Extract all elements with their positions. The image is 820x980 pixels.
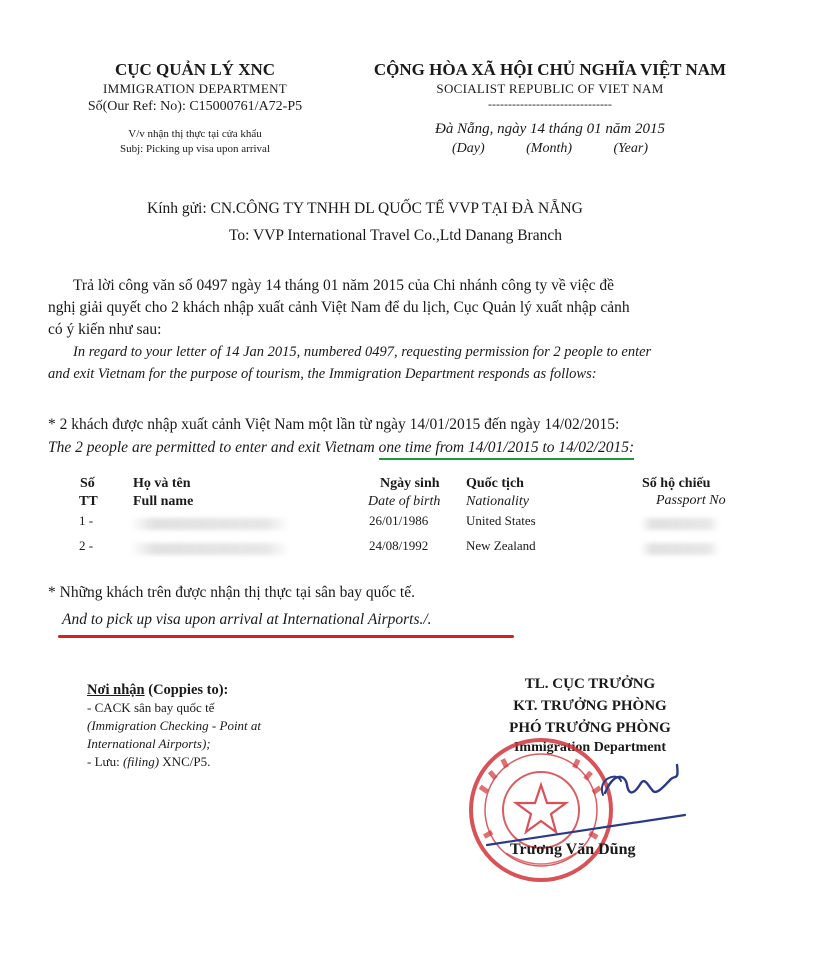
copies-title-en: (Coppies to): xyxy=(144,682,229,698)
red-underline xyxy=(58,635,514,638)
signature-title-3: PHÓ TRƯỞNG PHÒNG xyxy=(509,720,671,736)
col-no-vn: Số xyxy=(80,476,95,491)
date-day-label: (Day) xyxy=(451,141,485,156)
copies-line-4-suffix: XNC/P5. xyxy=(159,754,211,769)
copies-line-4-italic: (filing) xyxy=(122,754,160,769)
signer-name: Trương Văn Dũng xyxy=(510,841,636,858)
date-legend xyxy=(340,140,760,158)
row-1-no: 1 - xyxy=(79,513,94,528)
copies-line-3: International Airports); xyxy=(87,736,211,751)
signature-title-4: Immigration Department xyxy=(513,740,667,755)
col-passport-en: Passport No xyxy=(656,493,726,508)
row-1-name-redacted xyxy=(130,517,290,535)
row-1-nationality: United States xyxy=(466,513,536,528)
row-2-nationality: New Zealand xyxy=(466,538,536,553)
date-month-label: (Month) xyxy=(526,141,573,156)
row-1-passport-redacted xyxy=(640,517,720,535)
date-year-label: (Year) xyxy=(613,141,649,156)
copies-line-4 xyxy=(87,754,210,770)
row-2-no: 2 - xyxy=(79,538,94,553)
signature-title-2: KT. TRƯỞNG PHÒNG xyxy=(513,698,667,714)
recipient-en: To: VVP International Travel Co.,Ltd Danang Branch xyxy=(229,227,562,244)
state-header xyxy=(340,60,760,158)
permission-en xyxy=(48,439,634,457)
copies-title xyxy=(87,682,228,699)
subject-en: Subj: Picking up visa upon arrival xyxy=(119,143,270,155)
issuer-name-en: IMMIGRATION DEPARTMENT xyxy=(102,81,288,96)
issue-date: Đà Nẵng, ngày 14 tháng 01 năm 2015 xyxy=(435,121,665,137)
country-name-en: SOCIALIST REPUBLIC OF VIET NAM xyxy=(436,81,664,96)
row-2-passport-redacted xyxy=(640,542,720,560)
col-dob-vn: Ngày sinh xyxy=(380,476,440,491)
col-passport-vn: Số hộ chiếu xyxy=(642,476,711,491)
col-dob-en: Date of birth xyxy=(368,494,441,509)
body-vn-line-1: Trả lời công văn số 0497 ngày 14 tháng 01 năm 2015 của Chi nhánh công ty về việc đề xyxy=(73,277,614,294)
col-nationality-en: Nationality xyxy=(466,494,529,509)
signature-title-1: TL. CỤC TRƯỞNG xyxy=(524,676,656,692)
body-vn-line-3: có ý kiến như sau: xyxy=(48,321,162,338)
permission-period-highlight: one time from 14/01/2015 to 14/02/2015: xyxy=(379,439,635,460)
issuer-header xyxy=(40,60,350,157)
permission-vn: * 2 khách được nhập xuất cảnh Việt Nam một lần từ ngày 14/01/2015 đến ngày 14/02/2015: xyxy=(48,416,620,433)
subject-vn: V/v nhận thị thực tại cửa khẩu xyxy=(128,128,262,140)
recipient-vn: Kính gửi: CN.CÔNG TY TNHH DL QUỐC TẾ VVP TẠI ĐÀ NẴNG xyxy=(147,200,583,217)
issuer-name-vn: CỤC QUẢN LÝ XNC xyxy=(114,60,276,79)
header-divider: ------------------------------- xyxy=(488,97,612,111)
visa-note-en: And to pick up visa upon arrival at International Airports./. xyxy=(62,611,432,628)
row-1-dob: 26/01/1986 xyxy=(369,513,429,528)
col-name-vn: Họ và tên xyxy=(133,476,191,491)
col-nationality-vn: Quốc tịch xyxy=(466,476,524,491)
country-name-vn: CỘNG HÒA XÃ HỘI CHỦ NGHĨA VIỆT NAM xyxy=(373,60,727,79)
visa-note-vn: * Những khách trên được nhận thị thực tại sân bay quốc tế. xyxy=(48,584,415,601)
body-en-line-1: In regard to your letter of 14 Jan 2015, numbered 0497, requesting permission for 2 people to enter xyxy=(73,344,652,360)
row-2-dob: 24/08/1992 xyxy=(369,538,429,553)
copies-line-2: (Immigration Checking - Point at xyxy=(87,718,262,733)
reference-number: Số(Our Ref: No): C15000761/A72-P5 xyxy=(87,99,303,114)
col-name-en: Full name xyxy=(133,494,194,509)
copies-line-1: - CACK sân bay quốc tế xyxy=(87,700,215,715)
permission-en-prefix: The 2 people are permitted to enter and exit Vietnam xyxy=(48,439,379,456)
col-no-en: TT xyxy=(79,494,98,509)
body-en-line-2: and exit Vietnam for the purpose of tourism, the Immigration Department responds as follows: xyxy=(48,366,597,382)
handwritten-signature-icon xyxy=(485,755,695,850)
body-vn-line-2: nghị giải quyết cho 2 khách nhập xuất cảnh Việt Nam để du lịch, Cục Quản lý xuất nhập cảnh xyxy=(48,299,630,316)
copies-title-vn: Nơi nhận xyxy=(87,682,145,698)
row-2-name-redacted xyxy=(130,542,290,560)
copies-line-4-prefix: - Lưu: xyxy=(87,754,123,769)
